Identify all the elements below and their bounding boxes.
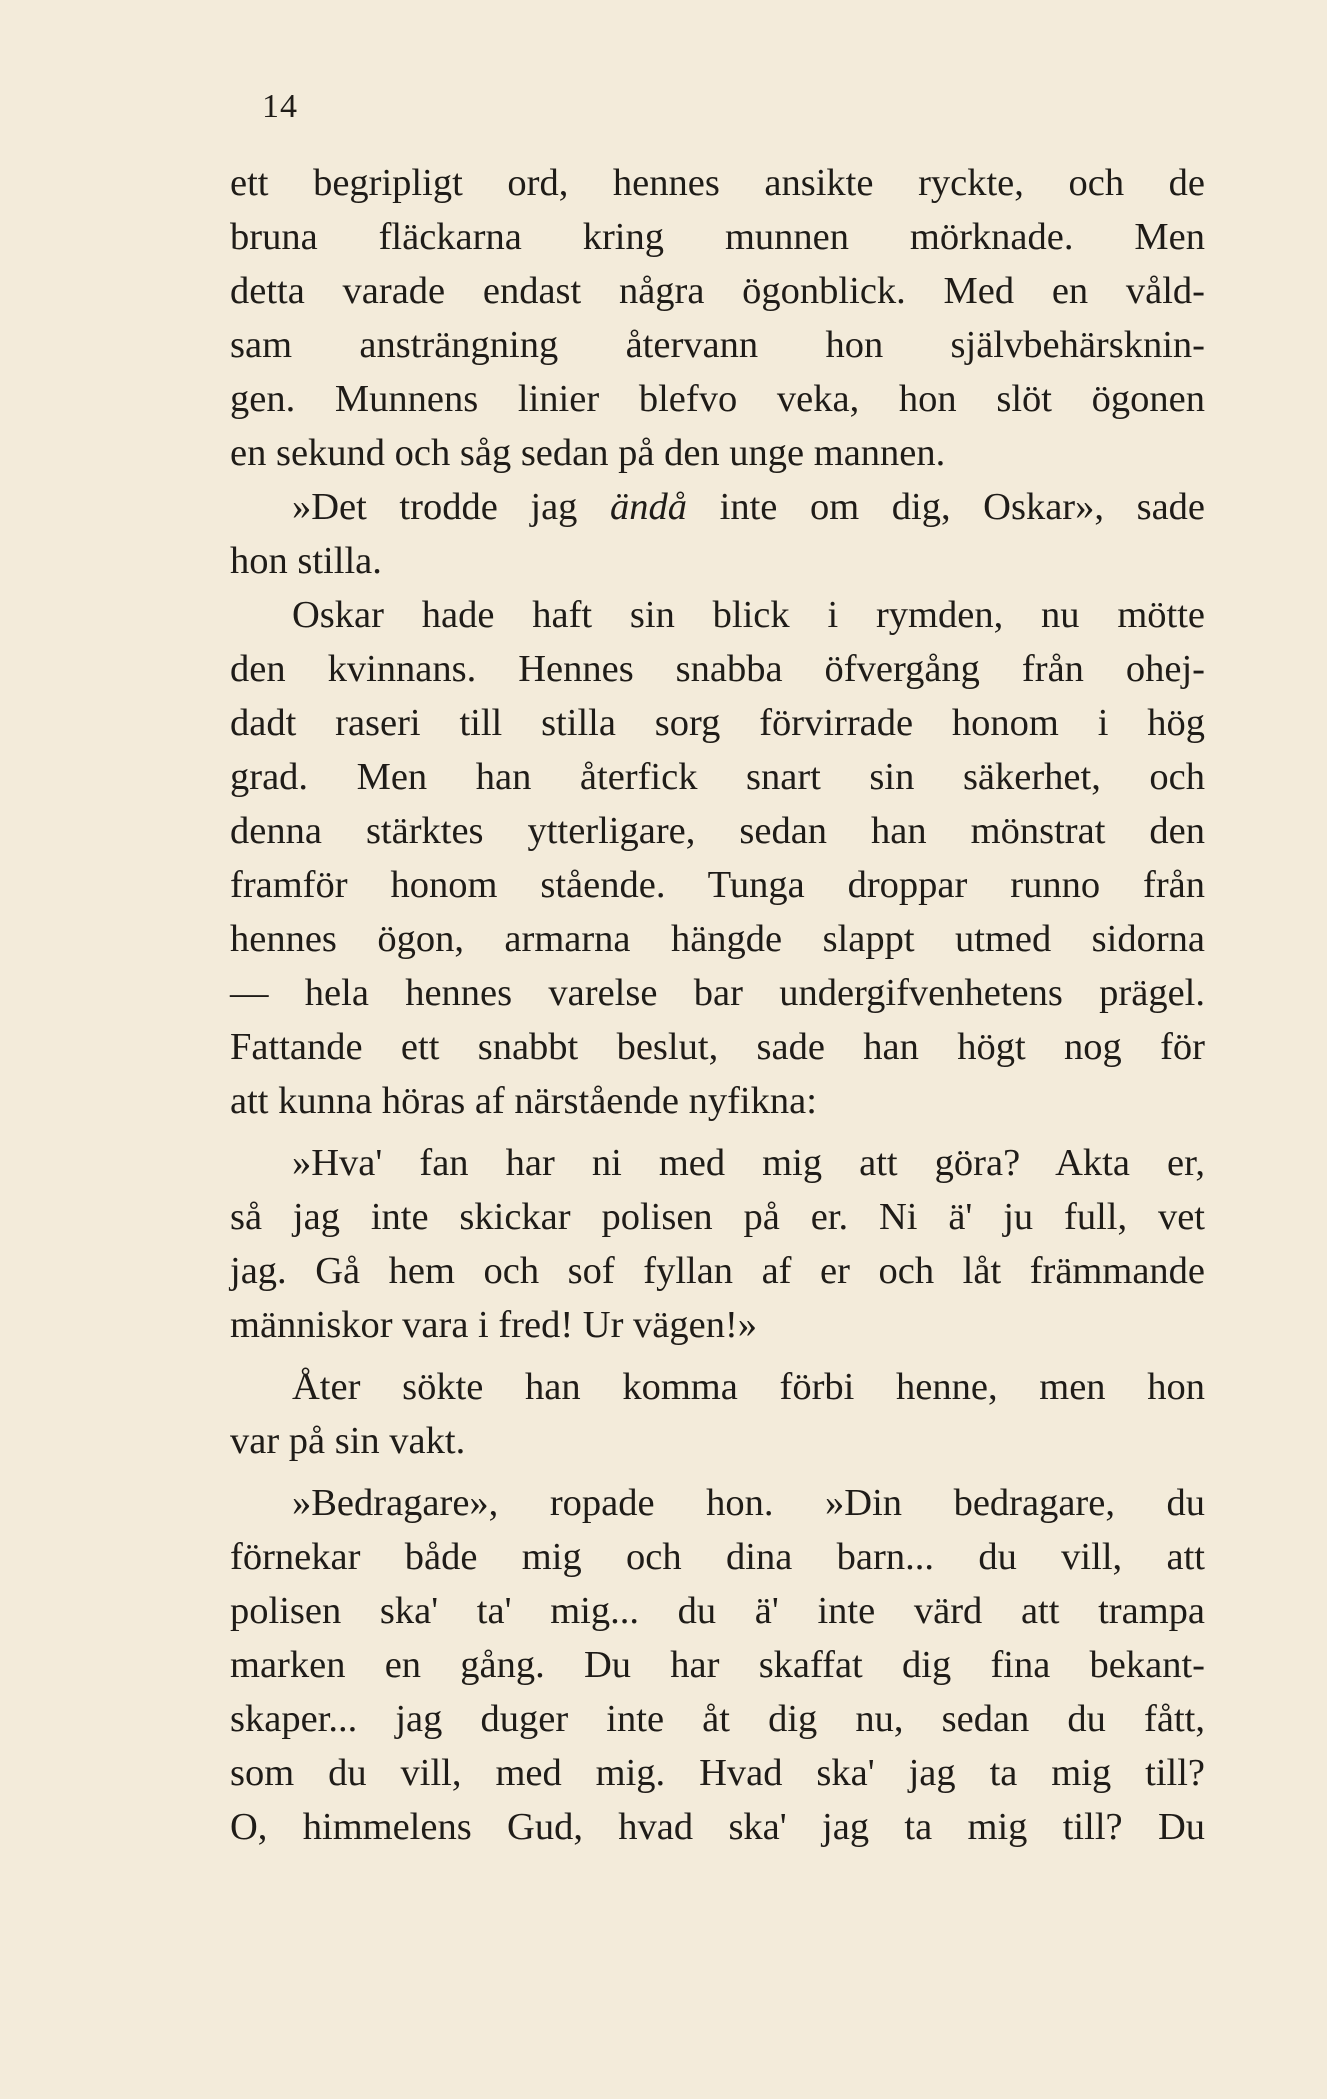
- text-line: marken en gång. Du har skaffat dig fina bekant-: [230, 1644, 1205, 1686]
- paragraph-1: [230, 156, 1205, 480]
- text-line: skaper... jag duger inte åt dig nu, sedan du fått,: [230, 1698, 1205, 1740]
- text-line: bruna fläckarna kring munnen mörknade. Men: [230, 216, 1205, 258]
- text-line: detta varade endast några ögonblick. Med en våld-: [230, 270, 1205, 312]
- text-line: Fattande ett snabbt beslut, sade han högt nog för: [230, 1026, 1205, 1068]
- text-line: människor vara i fred! Ur vägen!»: [230, 1304, 758, 1346]
- text-line: dadt raseri till stilla sorg förvirrade honom i hög: [230, 702, 1205, 744]
- text-line: »Hva' fan har ni med mig att göra? Akta er,: [292, 1142, 1205, 1184]
- text-line: var på sin vakt.: [230, 1420, 466, 1462]
- text-line: — hela hennes varelse bar undergifvenhetens prägel.: [230, 972, 1205, 1014]
- italic-word: ändå: [610, 486, 688, 528]
- text-line: sam ansträngning återvann hon självbehärsknin-: [230, 324, 1205, 366]
- text-line: O, himmelens Gud, hvad ska' jag ta mig till? Du: [230, 1806, 1205, 1848]
- text-line: så jag inte skickar polisen på er. Ni ä' ju full, vet: [230, 1196, 1205, 1238]
- text-line: hon stilla.: [230, 540, 382, 582]
- body-text: [230, 156, 1205, 1854]
- text-run: inte om dig, Oskar», sade: [687, 486, 1205, 528]
- text-line: förnekar både mig och dina barn... du vill, att: [230, 1536, 1205, 1578]
- text-line: som du vill, med mig. Hvad ska' jag ta mig till?: [230, 1752, 1205, 1794]
- text-line: polisen ska' ta' mig... du ä' inte värd att trampa: [230, 1590, 1205, 1632]
- text-line: jag. Gå hem och sof fyllan af er och låt främmande: [230, 1250, 1205, 1292]
- text-line: hennes ögon, armarna hängde slappt utmed sidorna: [230, 918, 1205, 960]
- text-run: »Det trodde jag: [292, 486, 611, 528]
- text-line: Åter sökte han komma förbi henne, men hon: [292, 1366, 1205, 1408]
- text-line: »Bedragare», ropade hon. »Din bedragare, du: [292, 1482, 1205, 1524]
- page-number: 14: [262, 88, 298, 125]
- paragraph-4: [230, 1136, 1205, 1352]
- paragraph-3: [230, 588, 1205, 1128]
- text-line: gen. Munnens linier blefvo veka, hon slöt ögonen: [230, 378, 1205, 420]
- text-line: denna stärktes ytterligare, sedan han mönstrat den: [230, 810, 1205, 852]
- paragraph-2: [230, 480, 1205, 588]
- text-line: [230, 480, 1205, 534]
- text-line: en sekund och såg sedan på den unge mannen.: [230, 432, 946, 474]
- text-line: den kvinnans. Hennes snabba öfvergång från ohej-: [230, 648, 1205, 690]
- text-line: framför honom stående. Tunga droppar runno från: [230, 864, 1205, 906]
- paragraph-6: [230, 1476, 1205, 1854]
- text-line: att kunna höras af närstående nyfikna:: [230, 1080, 817, 1122]
- text-line: Oskar hade haft sin blick i rymden, nu mötte: [292, 594, 1205, 636]
- text-line: ett begripligt ord, hennes ansikte ryckte, och de: [230, 162, 1205, 204]
- paragraph-5: [230, 1360, 1205, 1468]
- text-line: grad. Men han återfick snart sin säkerhet, och: [230, 756, 1205, 798]
